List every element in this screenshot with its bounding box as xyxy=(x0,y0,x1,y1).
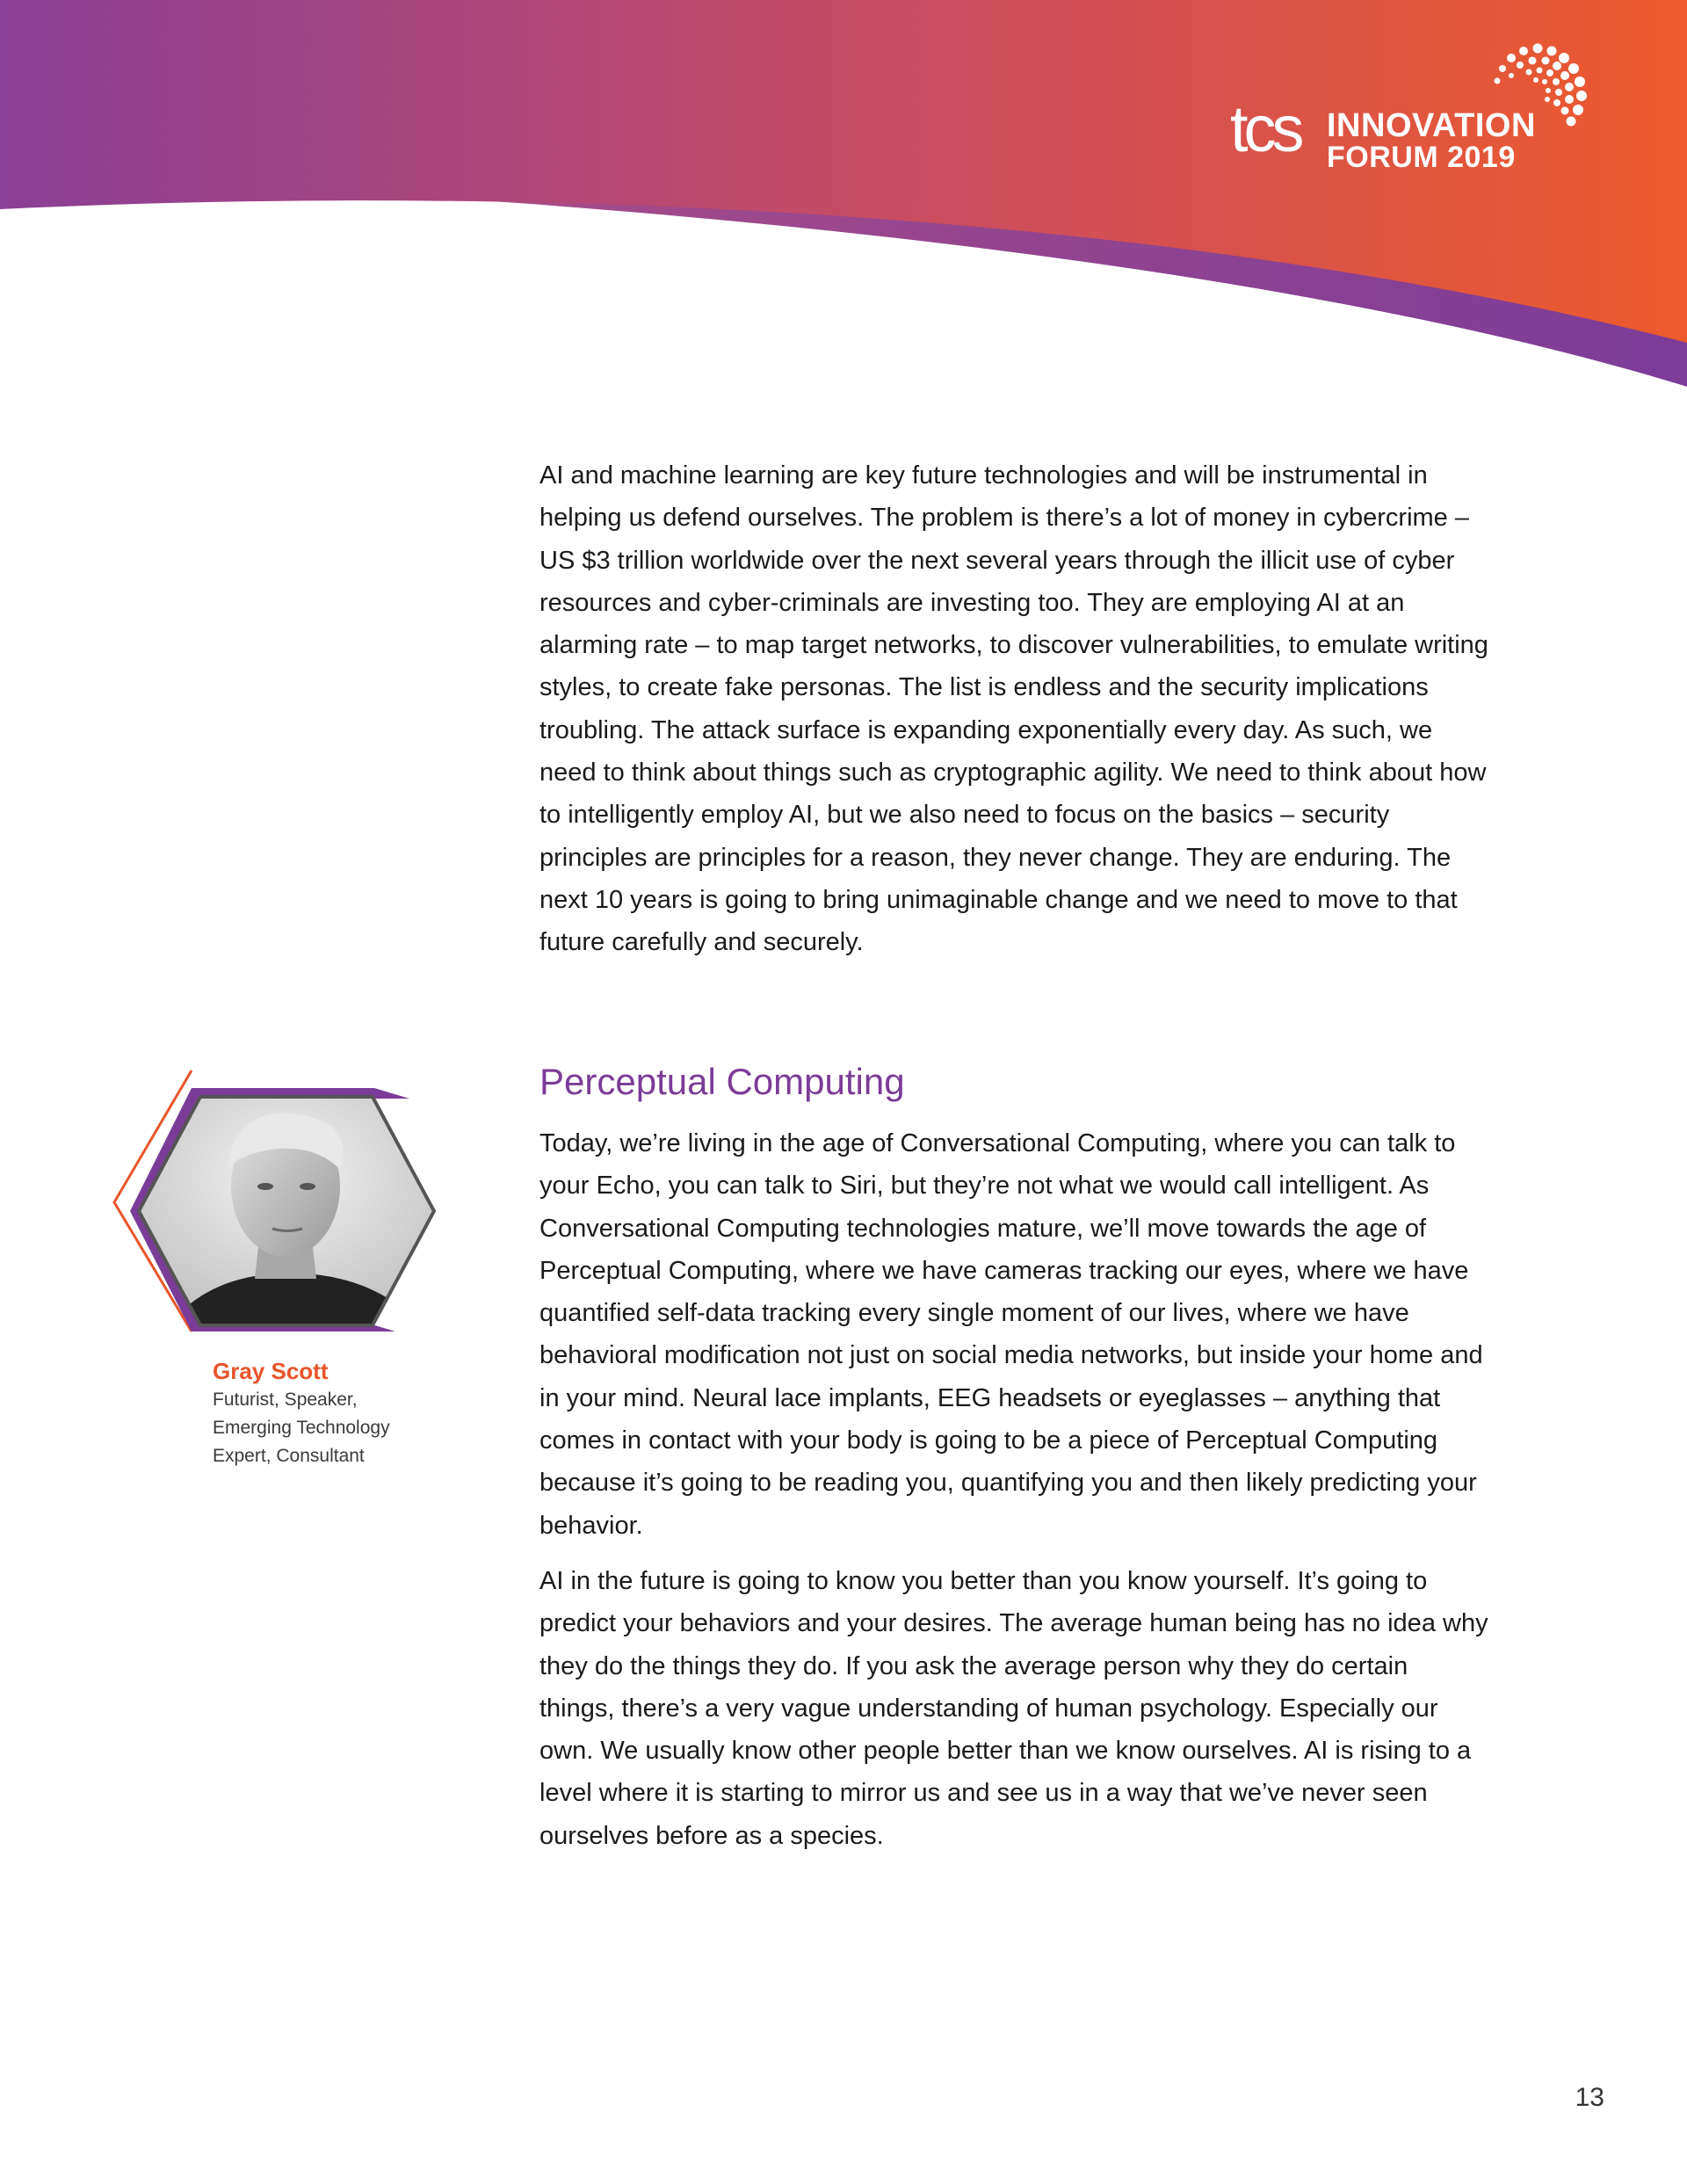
intro-section xyxy=(539,454,1488,964)
section-paragraph-2: AI in the future is going to know you better than you know yourself. It’s going to predict your behaviors and your desires. The average human being has no idea why they do the things they do. If you ask the average person why they do certain things, there’s a very vague understanding of human psychology. Especially our own. We usually know other people better than we know ourselves. AI is rising to a level where it is starting to mirror us and see us in a way that we’ve never seen ourselves before as a species. xyxy=(539,1566,1488,1850)
speaker-role xyxy=(213,1386,441,1470)
speaker-role-line-3: Expert, Consultant xyxy=(213,1446,365,1466)
section-body xyxy=(539,1122,1488,1857)
section-paragraph-1: Today, we’re living in the age of Conversational Computing, where you can talk to your Echo, you can talk to Siri, but they’re not what we would call intelligent. As Conversational Computing technologies mature, we’ll move towards the age of Perceptual Computing, where we have cameras tracking our eyes, where we have quantified self-data tracking every single moment of our lives, where we have behavioral modification not just on social media networks, but inside your home and in your mind. Neural lace implants, EEG headsets or eyeglasses – anything that comes in contact with your body is going to be a piece of Perceptual Computing because it’s going to be reading you, quantifying you and then likely predicting your behavior. xyxy=(539,1129,1483,1540)
speaker-name: Gray Scott xyxy=(213,1358,329,1384)
speaker-role-line-1: Futurist, Speaker, xyxy=(213,1389,358,1410)
intro-paragraph: AI and machine learning are key future technologies and will be instrumental in helping us defend ourselves. The problem is there’s a lot of money in cybercrime – US $3 trillion worldwide over the next several years through the illicit use of cyber resources and cyber-criminals are investing too. They are employing AI at an alarming rate – to map target networks, to discover vulnerabilities, to emulate writing styles, to create fake personas. The list is endless and the security implications troubling. The attack surface is expanding exponentially every day. As such, we need to think about things such as cryptographic agility. We need to think about how to intelligently employ AI, but we also need to focus on the basics – security principles are principles for a reason, they never change. They are enduring. The next 10 years is going to bring unimaginable change and we need to move to that future carefully and securely. xyxy=(539,461,1488,957)
dot-burst-icon xyxy=(1485,42,1590,148)
logo-line-innovation: INNOVATION xyxy=(1327,107,1536,144)
speaker-portrait xyxy=(105,1063,439,1353)
logo-mark: tcs xyxy=(1230,92,1300,165)
tcs-innovation-forum-logo xyxy=(1221,42,1590,174)
speaker-role-line-2: Emerging Technology xyxy=(213,1418,390,1438)
page-number: 13 xyxy=(1575,2083,1604,2112)
section-heading: Perceptual Computing xyxy=(539,1061,905,1102)
logo-line-forum: FORUM 2019 xyxy=(1327,141,1516,174)
